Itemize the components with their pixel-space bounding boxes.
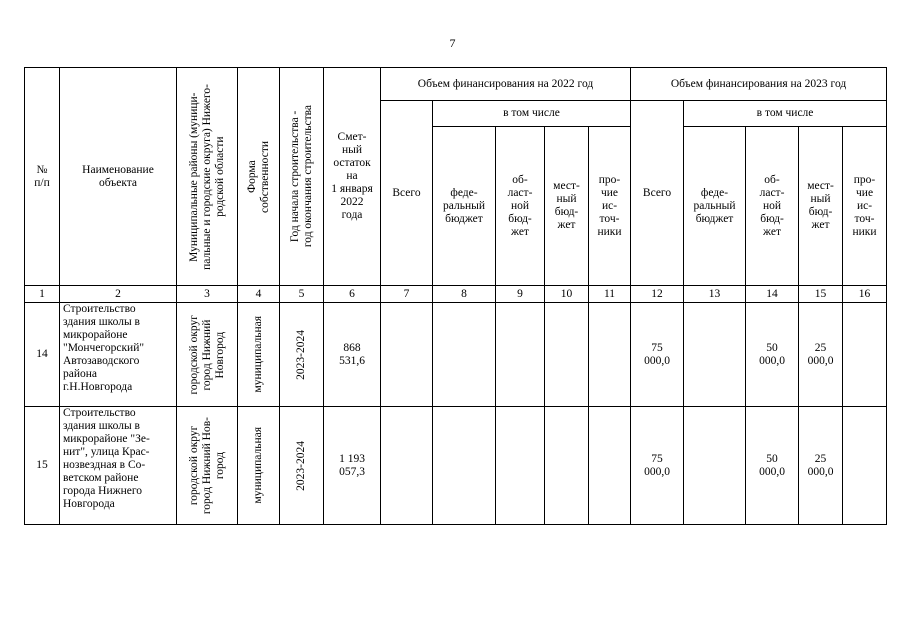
row-num: 15: [25, 407, 60, 525]
column-number: 13: [684, 286, 746, 303]
header-regional-2023: об- ласт- ной бюд- жет: [746, 127, 799, 286]
header-ownership: Форма собственности: [238, 68, 280, 286]
estimated-balance: 1 193 057,3: [324, 407, 381, 525]
column-number: 7: [381, 286, 433, 303]
column-number: 3: [177, 286, 238, 303]
column-number: 9: [496, 286, 545, 303]
column-number: 5: [280, 286, 324, 303]
local-2022: [545, 303, 589, 407]
federal-2023: [684, 407, 746, 525]
column-number: 4: [238, 286, 280, 303]
federal-2022: [433, 303, 496, 407]
header-including-2022: в том числе: [433, 101, 631, 127]
total-2023: 75 000,0: [631, 303, 684, 407]
other-2023: [843, 407, 887, 525]
regional-2023: 50 000,0: [746, 407, 799, 525]
column-number: 14: [746, 286, 799, 303]
district: городской округ город Нижний Новгород: [177, 303, 238, 407]
header-total-2023: Всего: [631, 101, 684, 286]
header-group-2022: Объем финансирования на 2022 год: [381, 68, 631, 101]
financing-table: [24, 67, 887, 525]
federal-2022: [433, 407, 496, 525]
column-number: 8: [433, 286, 496, 303]
column-number: 11: [589, 286, 631, 303]
years: 2023-2024: [280, 407, 324, 525]
other-2022: [589, 407, 631, 525]
header-num: № п/п: [25, 68, 60, 286]
table-row: [25, 407, 887, 525]
years: 2023-2024: [280, 303, 324, 407]
column-number: 10: [545, 286, 589, 303]
header-total-2022: Всего: [381, 101, 433, 286]
header-other-2023: про- чие ис- точ- ники: [843, 127, 887, 286]
header-estimated-balance: Смет- ный остаток на 1 января 2022 года: [324, 68, 381, 286]
local-2023: 25 000,0: [799, 303, 843, 407]
header-regional-2022: об- ласт- ной бюд- жет: [496, 127, 545, 286]
regional-2022: [496, 303, 545, 407]
header-object-name: Наименование объекта: [60, 68, 177, 286]
table-row: [25, 303, 887, 407]
regional-2022: [496, 407, 545, 525]
column-number: 1: [25, 286, 60, 303]
estimated-balance: 868 531,6: [324, 303, 381, 407]
header-other-2022: про- чие ис- точ- ники: [589, 127, 631, 286]
column-number: 12: [631, 286, 684, 303]
header-local-2023: мест- ный бюд- жет: [799, 127, 843, 286]
total-2022: [381, 303, 433, 407]
ownership: муниципальная: [238, 407, 280, 525]
district: городской округ город Нижний Нов- город: [177, 407, 238, 525]
total-2022: [381, 407, 433, 525]
column-number: 16: [843, 286, 887, 303]
header-including-2023: в том числе: [684, 101, 887, 127]
row-num: 14: [25, 303, 60, 407]
local-2022: [545, 407, 589, 525]
column-number: 15: [799, 286, 843, 303]
other-2023: [843, 303, 887, 407]
header-years: Год начала строительства - год окончания строительства: [280, 68, 324, 286]
federal-2023: [684, 303, 746, 407]
header-local-2022: мест- ный бюд- жет: [545, 127, 589, 286]
column-number-row: [25, 286, 887, 303]
object-name: Строительство здания школы в микрорайоне "Зе- нит", улица Крас- нозвездная в Со- ветском районе города Нижнего Новгорода: [60, 407, 177, 525]
header-federal-2023: феде- ральный бюджет: [684, 127, 746, 286]
header-group-2023: Объем финансирования на 2023 год: [631, 68, 887, 101]
page-number: 7: [449, 36, 456, 50]
column-number: 6: [324, 286, 381, 303]
regional-2023: 50 000,0: [746, 303, 799, 407]
ownership: муниципальная: [238, 303, 280, 407]
header-district: Муниципальные районы (муници- пальные и городские округа) Нижего- родской области: [177, 68, 238, 286]
column-number: 2: [60, 286, 177, 303]
object-name: Строительство здания школы в микрорайоне "Мончегорский" Автозаводского района г.Н.Новгорода: [60, 303, 177, 407]
header-federal-2022: феде- ральный бюджет: [433, 127, 496, 286]
other-2022: [589, 303, 631, 407]
local-2023: 25 000,0: [799, 407, 843, 525]
total-2023: 75 000,0: [631, 407, 684, 525]
